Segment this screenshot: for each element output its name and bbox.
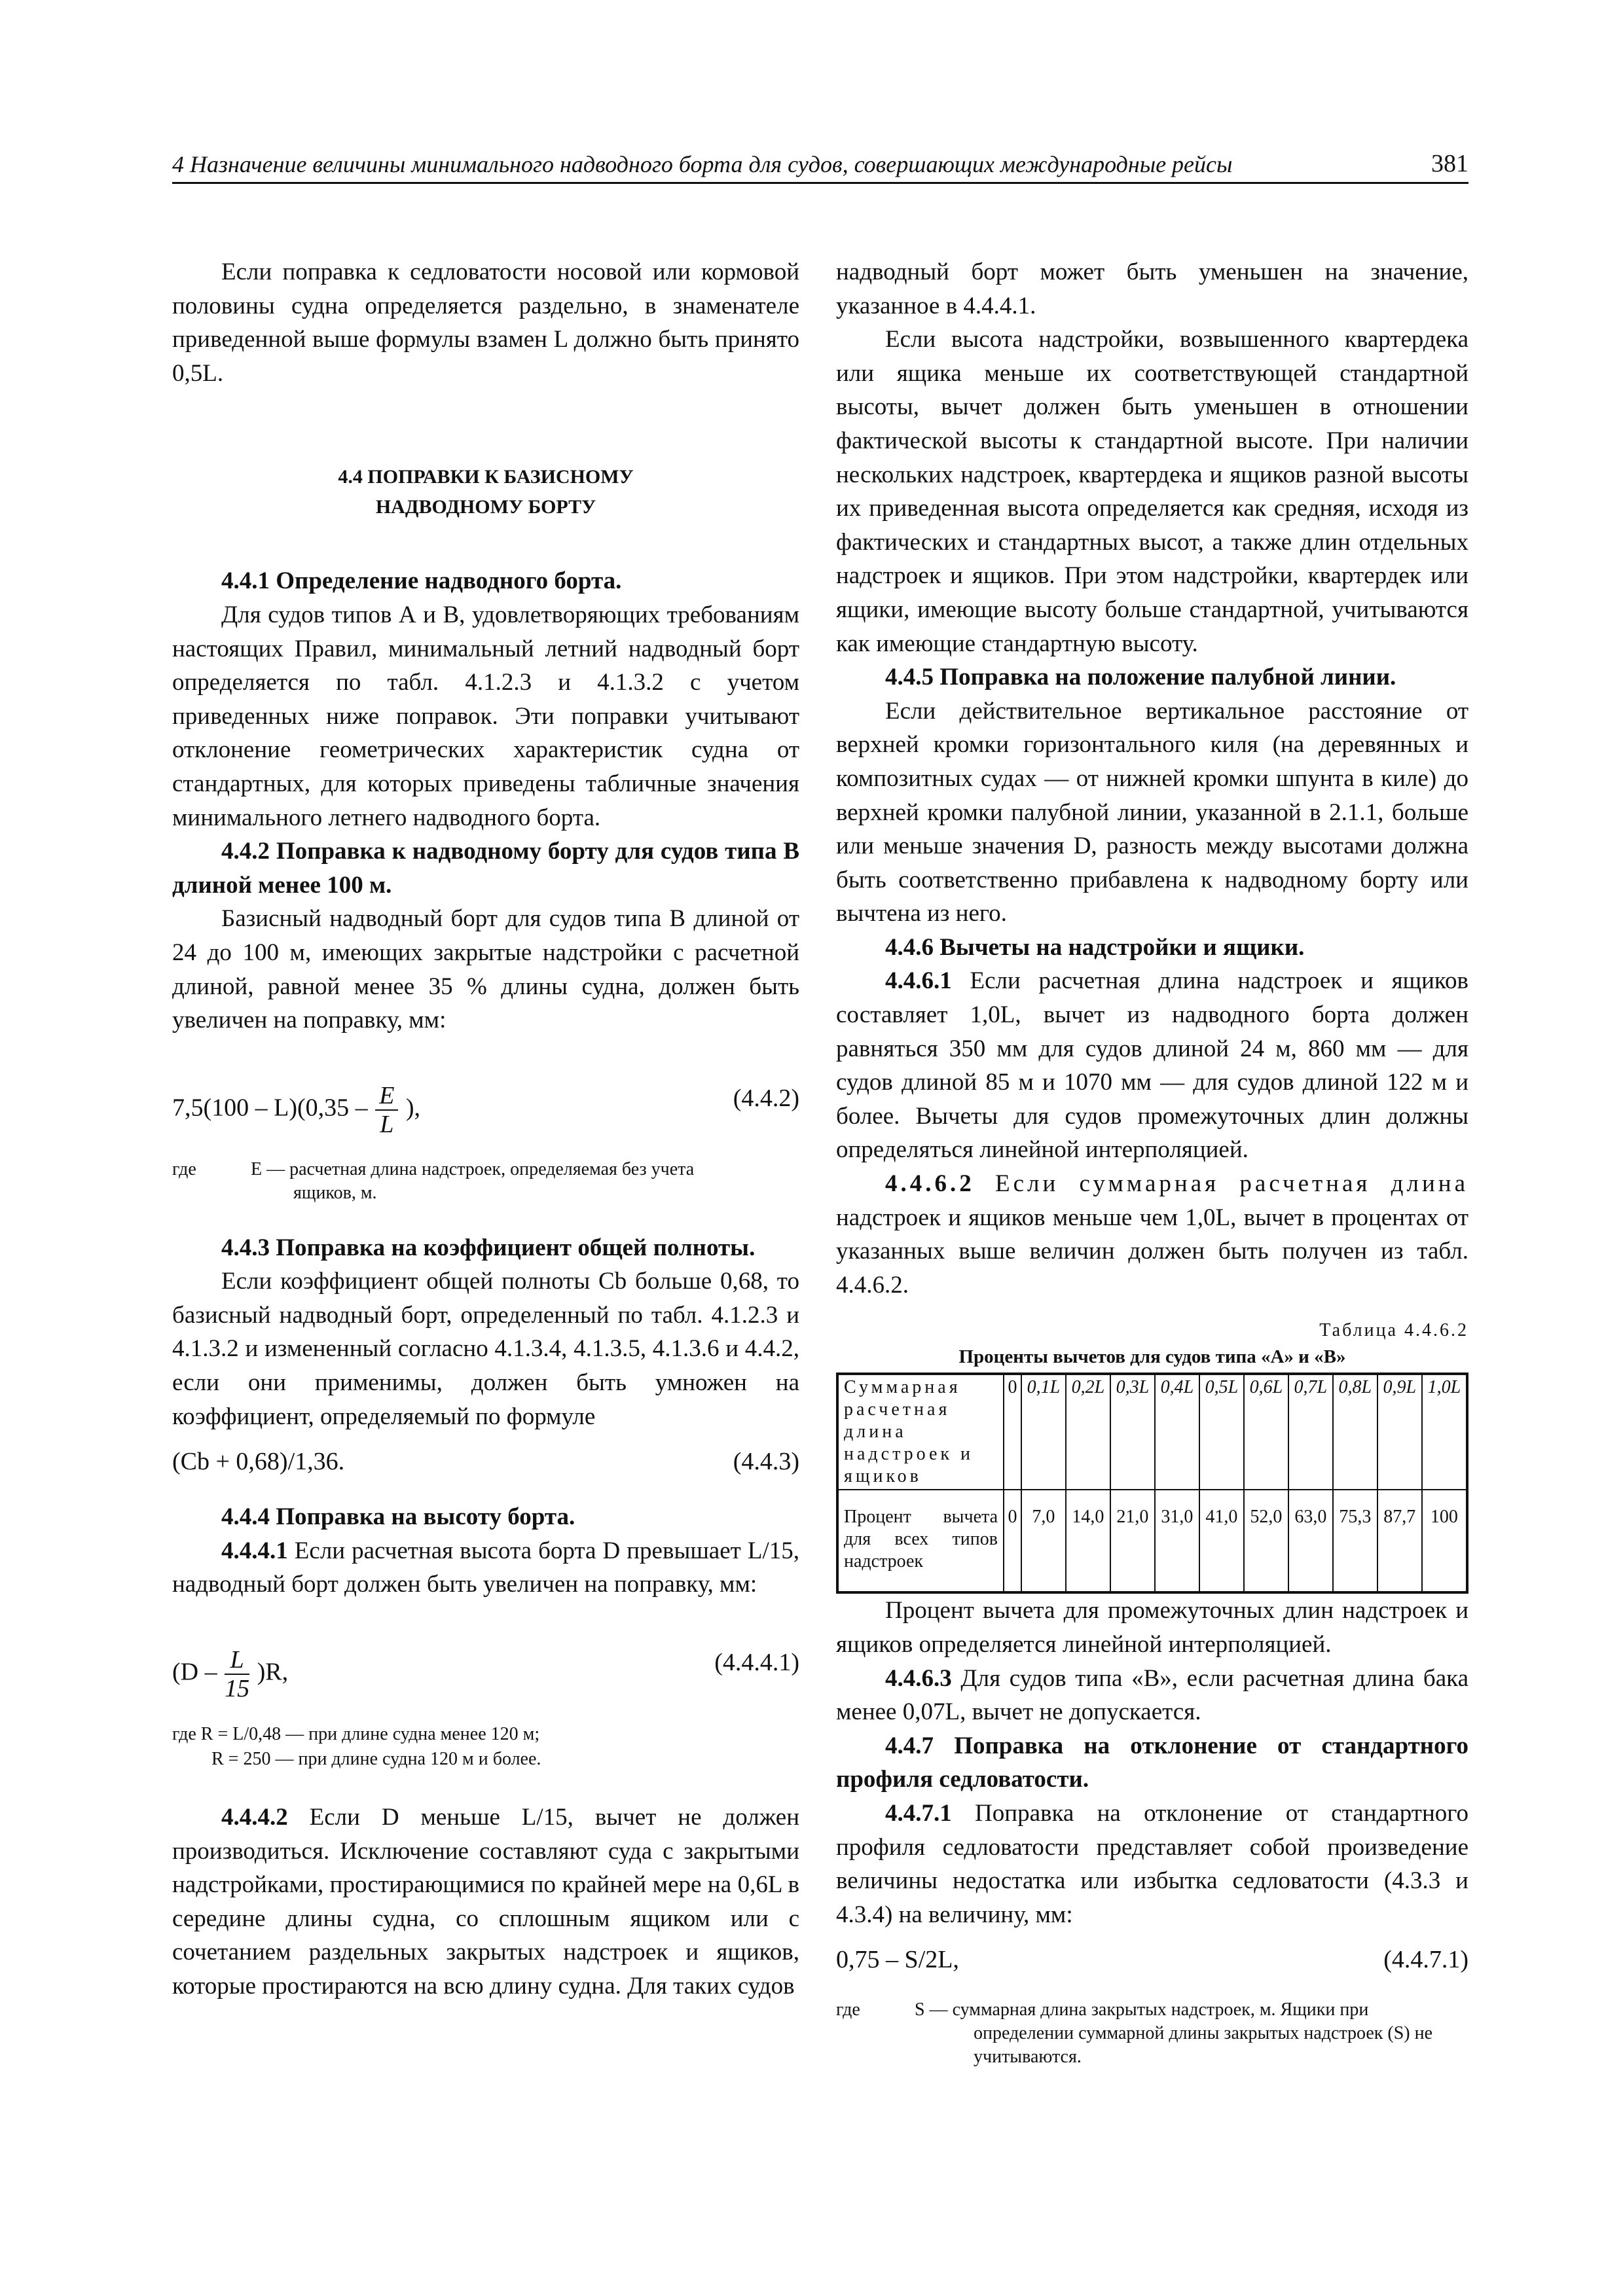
- formula-4-4-4-1-numerator: L: [225, 1646, 249, 1675]
- table-cell: 0,6L: [1244, 1374, 1288, 1490]
- clause-number-4-4-6-3: 4.4.6.3: [885, 1664, 952, 1692]
- formula-4-4-2-suffix: ),: [405, 1094, 421, 1122]
- table-cell: 31,0: [1155, 1490, 1199, 1592]
- paragraph-interpolation: Процент вычета для промежуточных длин надстроек и ящиков определяется линейной интерполяцией.: [836, 1597, 1468, 1658]
- heading-4-4-6: 4.4.6 Вычеты на надстройки и ящики.: [885, 933, 1305, 961]
- table-cell: 0,1L: [1021, 1374, 1066, 1490]
- table-cell: 41,0: [1199, 1490, 1244, 1592]
- formula-4-4-3: [172, 1441, 799, 1483]
- where-text-line-1: E — расчетная длина надстроек, определяемая без учета: [251, 1158, 695, 1179]
- formula-4-4-2: [172, 1060, 799, 1138]
- where-clause-4-4-7-1: [836, 1998, 1468, 2069]
- table-cell: 100: [1422, 1490, 1467, 1592]
- where-line-1: где R = L/0,48 — при длине судна менее 120 м;: [172, 1724, 540, 1745]
- table-cell: 21,0: [1110, 1490, 1155, 1592]
- paragraph-4-4-6-3: [836, 1662, 1468, 1729]
- paragraph-4-4-2: Базисный надводный борт для судов типа В длиной от 24 до 100 м, имеющих закрытые надстройки с расчетной длиной, равной менее 35 % длины судна, должен быть увеличен на поправку, мм:: [172, 905, 799, 1034]
- table-row-percent: [837, 1490, 1467, 1592]
- paragraph-4-4-7-1: [836, 1797, 1468, 1931]
- where-label: где: [836, 2000, 860, 2020]
- heading-4-4-1: 4.4.1 Определение надводного борта.: [221, 567, 622, 595]
- clause-number-4-4-6-1: 4.4.6.1: [885, 967, 952, 995]
- table-row-header: Процент вычета для всех типов надстроек: [837, 1490, 1004, 1592]
- table-title: Проценты вычетов для судов типа «А» и «В»: [958, 1346, 1346, 1368]
- where-line-2: R = 250 — при длине судна 120 м и более.: [211, 1749, 541, 1770]
- where-clause-4-4-4-1: [172, 1722, 799, 1772]
- table-cell: 75,3: [1333, 1490, 1377, 1592]
- table-cell: 7,0: [1021, 1490, 1066, 1592]
- formula-4-4-7-1: [836, 1939, 1468, 1981]
- clause-number-4-4-4-1: 4.4.4.1: [221, 1537, 288, 1564]
- formula-4-4-2-numerator: E: [375, 1082, 398, 1111]
- formula-4-4-4-1-suffix: )R,: [257, 1658, 289, 1686]
- clause-text-4-4-7-1: Поправка на отклонение от стандартного профиля седловатости представляет собой произведение величины недостатка или избытка седловатости (4.3.3 и 4.3.4) на величину, мм:: [836, 1799, 1468, 1928]
- intro-paragraph: Если поправка к седловатости носовой или кормовой половины судна определяется раздельно, в знаменателе приведенной выше формулы взамен L должно быть принято 0,5L.: [172, 259, 799, 387]
- clause-text-4-4-6-1: Если расчетная длина надстроек и ящиков составляет 1,0L, вычет из надводного борта должен равняться 350 мм для судов длиной 24 м, 860 мм — для судов длиной 85 м и 1070 мм — для судов длиной 122 м и более. Вычеты для судов промежуточных длин должны определяться линейной интерполяцией.: [836, 967, 1468, 1164]
- paragraph-4-4-6-2: [836, 1167, 1468, 1302]
- table-cell: 87,7: [1377, 1490, 1422, 1592]
- page-number: 381: [1431, 150, 1468, 177]
- formula-4-4-4-1: [172, 1624, 799, 1702]
- paragraph-superstructure-height: Если высота надстройки, возвышенного квартердека или ящика меньше их соответствующей стандартной высоты, вычет должен быть уменьшен в отношении фактической высоты к стандартной высоте. При наличии нескольких надстроек, квартердека и ящиков разной высоты их приведенная высота определяется как средняя, исходя из фактических и стандартных высот, а также длин отдельных надстроек и ящиков. При этом надстройки, квартердек или ящики, имеющие высоту больше стандартной, учитываются как имеющие стандартную высоту.: [836, 326, 1468, 657]
- paragraph-4-4-1: Для судов типов А и В, удовлетворяющих требованиям настоящих Правил, минимальный летний надводный борт определяется по табл. 4.1.2.3 и 4.1.3.2 с учетом приведенных ниже поправок. Эти поправки учитывают отклонение геометрических характеристик судна от стандартных, для которых приведены табличные значения минимального летнего надводного борта.: [172, 601, 799, 831]
- heading-4-4-7: 4.4.7 Поправка на отклонение от стандартного профиля седловатости.: [836, 1732, 1468, 1793]
- formula-4-4-3-number: (4.4.3): [733, 1448, 799, 1476]
- formula-4-4-4-1-prefix: (D –: [172, 1658, 217, 1686]
- formula-4-4-2-number: (4.4.2): [733, 1084, 799, 1112]
- formula-4-4-4-1-expression: [172, 1646, 288, 1702]
- clause-text-4-4-6-2-a: Если суммарная расчетная длина: [974, 1170, 1468, 1198]
- formula-4-4-3-expression: (Cb + 0,68)/1,36.: [172, 1448, 345, 1476]
- right-column: [836, 255, 1468, 2069]
- left-column: [172, 255, 799, 2003]
- clause-number-4-4-4-2: 4.4.4.2: [221, 1804, 288, 1831]
- deduction-percentage-table: [836, 1372, 1468, 1594]
- where-text: S — суммарная длина закрытых надстроек, м. Ящики при определении суммарной длины закрытых надстроек (S) не учитываются.: [915, 2000, 1433, 2068]
- paragraph-4-4-4-2: [172, 1801, 799, 2003]
- table-cell: 0: [1004, 1374, 1021, 1490]
- table-row-header: Суммарная расчетная длина надстроек и ящиков: [837, 1374, 1004, 1490]
- formula-4-4-2-expression: [172, 1082, 420, 1138]
- running-header: [172, 145, 1468, 184]
- table-row-length: [837, 1374, 1467, 1490]
- formula-4-4-4-1-number: (4.4.4.1): [714, 1649, 799, 1677]
- where-label: где: [172, 1158, 196, 1179]
- continuation-paragraph: надводный борт может быть уменьшен на значение, указанное в 4.4.4.1.: [836, 259, 1468, 319]
- table-cell: 0,5L: [1199, 1374, 1244, 1490]
- table-cell: 14,0: [1066, 1490, 1110, 1592]
- formula-4-4-2-fraction: [375, 1082, 398, 1138]
- heading-4-4-3: 4.4.3 Поправка на коэффициент общей полноты.: [221, 1234, 756, 1261]
- section-heading-line-2: НАДВОДНОМУ БОРТУ: [375, 496, 596, 518]
- paragraph-4-4-3: Если коэффициент общей полноты Cb больше 0,68, то базисный надводный борт, определенный по табл. 4.1.2.3 и 4.1.3.2 и измененный согласно 4.1.3.4, 4.1.3.5, 4.1.3.6 и 4.4.2, если они применимы, должен быть умножен на коэффициент, определяемый по формуле: [172, 1268, 799, 1430]
- table-cell: 0,4L: [1155, 1374, 1199, 1490]
- section-heading: [172, 462, 799, 522]
- clause-text-4-4-6-2-b: надстроек и ящиков меньше чем 1,0L, вычет в процентах от указанных выше величин должен быть получен из табл. 4.4.6.2.: [836, 1204, 1468, 1299]
- clause-number-4-4-6-2: 4.4.6.2: [885, 1170, 975, 1198]
- table-cell: 52,0: [1244, 1490, 1288, 1592]
- table-cell: 0,3L: [1110, 1374, 1155, 1490]
- formula-4-4-2-denominator: L: [380, 1110, 394, 1138]
- table-cell: 0,7L: [1288, 1374, 1333, 1490]
- table-cell: 0,9L: [1377, 1374, 1422, 1490]
- heading-4-4-2: 4.4.2 Поправка к надводному борту для судов типа В длиной менее 100 м.: [172, 838, 799, 899]
- formula-4-4-4-1-denominator: 15: [225, 1675, 250, 1703]
- table-cell: 1,0L: [1422, 1374, 1467, 1490]
- table-cell: 63,0: [1288, 1490, 1333, 1592]
- formula-4-4-7-1-expression: 0,75 – S/2L,: [836, 1946, 959, 1974]
- clause-text-4-4-4-1: Если расчетная высота борта D превышает L/15, надводный борт должен быть увеличен на поправку, мм:: [172, 1537, 799, 1598]
- where-clause-4-4-2: [172, 1158, 799, 1205]
- table-caption: Таблица 4.4.6.2: [1319, 1320, 1468, 1341]
- where-text-line-2: ящиков, м.: [293, 1182, 377, 1203]
- heading-4-4-4: 4.4.4 Поправка на высоту борта.: [221, 1503, 575, 1531]
- clause-number-4-4-7-1: 4.4.7.1: [885, 1799, 952, 1827]
- table-cell: 0,8L: [1333, 1374, 1377, 1490]
- heading-4-4-5: 4.4.5 Поправка на положение палубной линии.: [885, 664, 1396, 691]
- section-heading-line-1: 4.4 ПОПРАВКИ К БАЗИСНОМУ: [338, 466, 634, 488]
- paragraph-4-4-5: Если действительное вертикальное расстояние от верхней кромки горизонтального киля (на деревянных и композитных судах — от нижней кромки шпунта в киле) до верхней кромки палубной линии, указанной в 2.1.1, больше или меньше значения D, разность между высотами должна быть соответственно прибавлена к надводному борту или вычтена из него.: [836, 697, 1468, 927]
- clause-text-4-4-4-2: Если D меньше L/15, вычет не должен производиться. Исключение составляют суда с закрытыми надстройками, простирающимися по крайней мере на 0,6L в середине длины судна, со сплошным ящиком или с сочетанием раздельных закрытых надстроек и ящиков, которые простираются на всю длину судна. Для таких судов: [172, 1804, 799, 2000]
- formula-4-4-4-1-fraction: [225, 1646, 249, 1702]
- paragraph-4-4-6-1: [836, 964, 1468, 1167]
- formula-4-4-2-prefix: 7,5(100 – L)(0,35 –: [172, 1094, 368, 1122]
- table-cell: 0: [1004, 1490, 1021, 1592]
- clause-text-4-4-6-3: Для судов типа «В», если расчетная длина бака менее 0,07L, вычет не допускается.: [836, 1664, 1468, 1726]
- paragraph-4-4-4-1: [172, 1534, 799, 1602]
- table-cell: 0,2L: [1066, 1374, 1110, 1490]
- formula-4-4-7-1-number: (4.4.7.1): [1383, 1946, 1468, 1974]
- running-header-title: 4 Назначение величины минимального надводного борта для судов, совершающих международные рейсы: [172, 151, 1233, 177]
